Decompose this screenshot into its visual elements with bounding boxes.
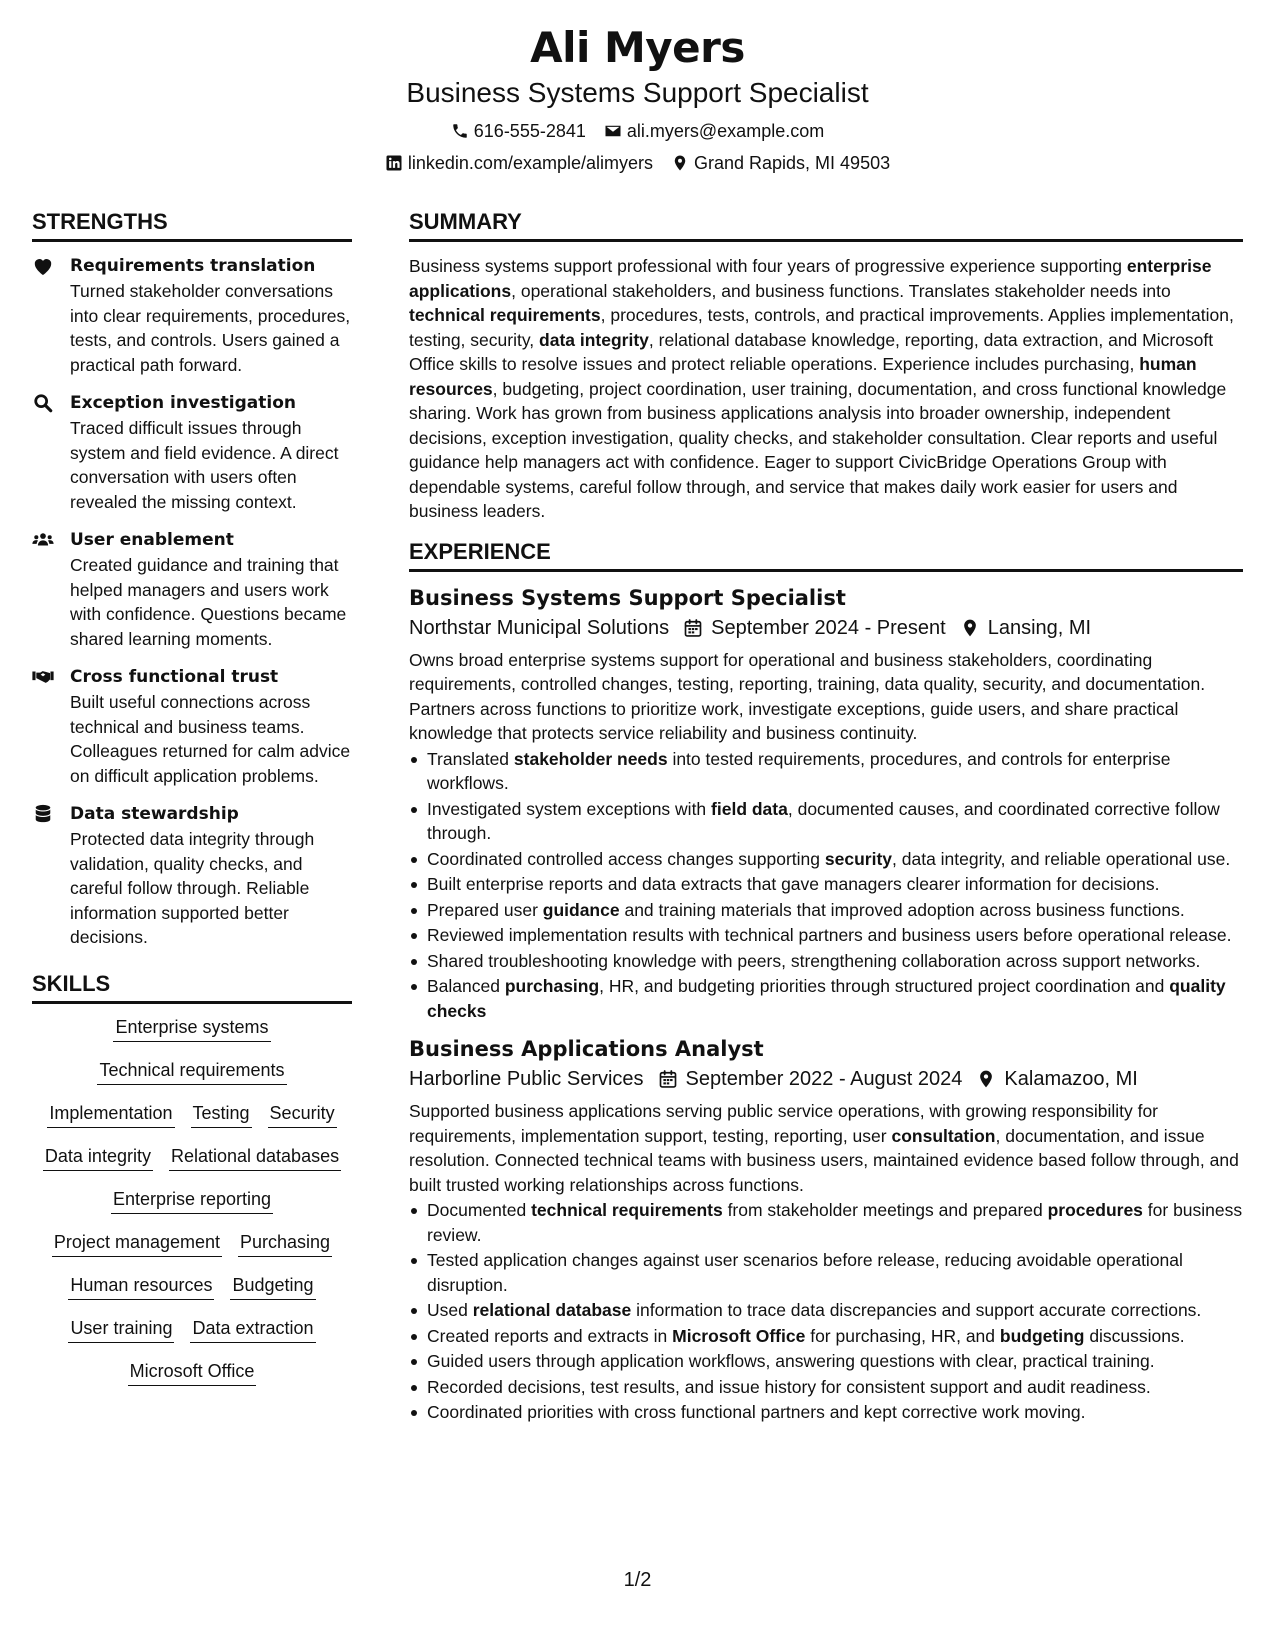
strength-description: Built useful connections across technical and business teams. Colleagues returned for calm advice on difficult application problems. xyxy=(70,692,351,786)
calendar-icon xyxy=(644,1069,686,1089)
strength-description: Protected data integrity through validation, quality checks, and careful follow through. Reliable information supported better decisions. xyxy=(70,829,315,947)
bold-keyword: enterprise applications xyxy=(409,256,1212,301)
text-run: Tested application changes against user scenarios before release, reducing avoidable operational disruption. xyxy=(427,1250,1183,1295)
skills-heading: SKILLS xyxy=(32,970,352,1004)
role-location: Kalamazoo, MI xyxy=(1004,1068,1138,1090)
map-pin-icon xyxy=(671,154,689,172)
resume-body xyxy=(32,208,1243,1425)
skill-row xyxy=(32,1016,352,1042)
search-icon xyxy=(32,391,70,514)
contact-location xyxy=(671,152,890,174)
contact-row-2 xyxy=(0,152,1275,174)
company-name: Harborline Public Services xyxy=(409,1068,644,1090)
bold-keyword: data integrity xyxy=(539,329,649,350)
bullet-item xyxy=(409,1400,1243,1425)
bullet-item xyxy=(409,747,1243,796)
role-title: Business Applications Analyst xyxy=(409,1037,764,1061)
bullet-item xyxy=(409,847,1243,872)
envelope-icon xyxy=(604,122,622,140)
map-pin-icon xyxy=(946,618,988,638)
heart-icon xyxy=(32,254,70,377)
text-run: Translated xyxy=(427,748,514,769)
handshake-icon xyxy=(32,665,70,788)
strength-description: Created guidance and training that helped managers and users work with confidence. Questions became shared learning moments. xyxy=(70,555,347,649)
contact-row-1 xyxy=(0,120,1275,142)
bold-keyword: quality checks xyxy=(427,976,1226,1021)
strengths-heading: STRENGTHS xyxy=(32,208,352,242)
strength-description: Turned stakeholder conversations into clear requirements, procedures, tests, and controls. Users gained a practical path forward. xyxy=(70,281,351,375)
skill-row xyxy=(32,1145,352,1171)
skill-tag: Data integrity xyxy=(43,1145,153,1171)
bold-keyword: budgeting xyxy=(999,1325,1085,1346)
text-run: , documented causes, and coordinated corrective follow through. xyxy=(427,798,1220,843)
summary-heading: SUMMARY xyxy=(409,208,1243,242)
role-meta xyxy=(409,1065,1243,1093)
bold-keyword: technical requirements xyxy=(531,1200,723,1220)
bold-keyword: security xyxy=(824,848,893,869)
text-run: , procedures, tests, controls, and practical improvements. Applies implementation, testing, security, xyxy=(409,305,1234,350)
bullet-item xyxy=(409,872,1243,897)
text-run: Coordinated priorities with cross functional partners and kept corrective work moving. xyxy=(427,1402,1086,1422)
text-run: Prepared user xyxy=(427,899,543,920)
experience-role xyxy=(409,1035,1243,1425)
strength-title: Requirements translation xyxy=(70,256,316,276)
text-run: Balanced xyxy=(427,976,505,996)
bullet-item xyxy=(409,797,1243,846)
role-location: Lansing, MI xyxy=(987,616,1092,639)
strength-title: User enablement xyxy=(70,530,234,550)
bullet-item xyxy=(409,949,1243,974)
text-run: Reviewed implementation results with technical partners and business users before operational release. xyxy=(427,925,1232,945)
linkedin-icon xyxy=(385,154,403,172)
role-dates: September 2024 - Present xyxy=(711,616,946,639)
phone-icon xyxy=(451,122,469,140)
text-run: Shared troubleshooting knowledge with peers, strengthening collaboration across support networks. xyxy=(427,950,1201,971)
right-column xyxy=(409,208,1243,1425)
skills-list xyxy=(32,1016,352,1386)
skills-section xyxy=(32,970,352,1386)
bullet-item xyxy=(409,1198,1243,1247)
text-run: Coordinated controlled access changes supporting xyxy=(427,848,825,869)
skill-tag: Human resources xyxy=(68,1274,214,1300)
skill-row xyxy=(32,1059,352,1085)
bold-keyword: technical requirements xyxy=(409,305,601,325)
skill-tag: Security xyxy=(268,1102,337,1128)
strength-item xyxy=(32,665,352,788)
strength-title: Data stewardship xyxy=(70,804,239,824)
text-run: , relational database knowledge, reporting, data extraction, and Microsoft Office skills to resolve issues and protect reliable operations. Experience includes purchasing, xyxy=(409,329,1214,374)
bold-keyword: stakeholder needs xyxy=(513,748,668,769)
experience-heading: EXPERIENCE xyxy=(409,538,1243,572)
left-column xyxy=(32,208,352,1425)
skill-tag: User training xyxy=(68,1317,174,1343)
skill-tag: Enterprise reporting xyxy=(111,1188,273,1214)
bold-keyword: field data xyxy=(711,798,788,819)
experience-section xyxy=(409,538,1243,1425)
skill-tag: Purchasing xyxy=(238,1231,332,1257)
text-run: Recorded decisions, test results, and issue history for consistent support and audit readiness. xyxy=(427,1376,1151,1397)
text-run: discussions. xyxy=(1084,1325,1185,1346)
skill-row xyxy=(32,1360,352,1386)
strength-title: Exception investigation xyxy=(70,393,296,413)
bullet-item xyxy=(409,1248,1243,1297)
map-pin-icon xyxy=(962,1069,1004,1089)
summary-section xyxy=(409,208,1243,524)
text-run: Built enterprise reports and data extracts that gave managers clearer information for decisions. xyxy=(427,874,1160,894)
role-description xyxy=(409,1099,1243,1197)
role-bullets xyxy=(409,1198,1243,1425)
summary-text xyxy=(409,254,1243,524)
candidate-name: Ali Myers xyxy=(530,23,745,72)
strength-item xyxy=(32,391,352,514)
text-run: and training materials that improved adoption across business functions. xyxy=(619,899,1185,920)
skill-row xyxy=(32,1231,352,1257)
bullet-item xyxy=(409,1349,1243,1374)
skill-tag: Budgeting xyxy=(230,1274,315,1300)
users-icon xyxy=(32,528,70,651)
text-run: for purchasing, HR, and xyxy=(805,1325,1000,1346)
skill-tag: Microsoft Office xyxy=(128,1360,257,1386)
bold-keyword: relational database xyxy=(472,1300,632,1320)
text-run: , budgeting, project coordination, user training, documentation, and cross functional knowledge sharing. Work has grown from business applications analysis into broader ownership, independent decisions, exception investigation, quality checks, and stakeholder consultation. Clear reports and useful guidance help managers act with confidence. Eager to support CivicBridge Operations Group with dependable systems, careful follow through, and service that makes daily work easier for users and business leaders. xyxy=(409,378,1227,521)
text-run: information to trace data discrepancies and support accurate corrections. xyxy=(631,1300,1202,1320)
text-run: Created reports and extracts in xyxy=(427,1325,673,1346)
bullet-item xyxy=(409,1375,1243,1400)
text-run: , documentation, and issue resolution. Connected technical teams with business users, maintained evidence based follow through, and built trusted working relationships across functions. xyxy=(409,1125,1239,1195)
text-run: , operational stakeholders, and business functions. Translates stakeholder needs into xyxy=(511,280,1171,301)
text-run: from stakeholder meetings and prepared xyxy=(722,1200,1048,1220)
resume-header xyxy=(0,0,1275,174)
skill-tag: Enterprise systems xyxy=(113,1016,270,1042)
database-icon xyxy=(32,802,70,950)
role-description xyxy=(409,648,1243,746)
role-dates: September 2022 - August 2024 xyxy=(685,1068,963,1090)
text-run: Documented xyxy=(427,1200,532,1220)
strength-item xyxy=(32,528,352,651)
bold-keyword: Microsoft Office xyxy=(672,1325,806,1346)
role-meta xyxy=(409,614,1243,642)
role-bullets xyxy=(409,747,1243,1024)
location-text: Grand Rapids, MI 49503 xyxy=(693,153,891,173)
bold-keyword: guidance xyxy=(542,899,620,920)
text-run: Investigated system exceptions with xyxy=(427,798,712,819)
calendar-icon xyxy=(669,618,711,638)
text-run: Owns broad enterprise systems support for operational and business stakeholders, coordinating requirements, controlled changes, testing, reporting, training, data quality, security, and documentation. Partners across functions to prioritize work, investigate exceptions, guide users, and share practical knowledge that protects service reliability and business continuity. xyxy=(409,649,1206,743)
bold-keyword: procedures xyxy=(1047,1200,1143,1220)
experience-role xyxy=(409,584,1243,1024)
contact-phone xyxy=(451,120,586,142)
role-title: Business Systems Support Specialist xyxy=(409,585,846,610)
bullet-item xyxy=(409,1324,1243,1349)
strengths-section xyxy=(32,208,352,950)
page-number: 1/2 xyxy=(623,1569,652,1591)
strength-title: Cross functional trust xyxy=(70,667,279,687)
skill-tag: Project management xyxy=(52,1231,222,1257)
bold-keyword: purchasing xyxy=(504,976,600,996)
strength-description: Traced difficult issues through system and field evidence. A direct conversation with users often revealed the missing context. xyxy=(70,418,339,512)
bullet-item xyxy=(409,974,1243,1023)
text-run: Used xyxy=(427,1300,473,1320)
skill-row xyxy=(32,1102,352,1128)
phone-number: 616-555-2841 xyxy=(473,121,586,141)
company-name: Northstar Municipal Solutions xyxy=(409,616,670,639)
bullet-item xyxy=(409,923,1243,948)
bold-keyword: consultation xyxy=(891,1125,996,1146)
skill-tag: Data extraction xyxy=(190,1317,315,1343)
contact-email[interactable] xyxy=(604,120,824,142)
bullet-item xyxy=(409,898,1243,923)
text-run: Supported business applications serving public service operations, with growing responsibility for requirements, implementation support, testing, reporting, user xyxy=(409,1101,1159,1146)
text-run: into tested requirements, procedures, and controls for enterprise workflows. xyxy=(427,748,1171,793)
skill-tag: Testing xyxy=(191,1102,252,1128)
candidate-title: Business Systems Support Specialist xyxy=(406,77,869,108)
text-run: , data integrity, and reliable operational use. xyxy=(892,848,1231,869)
skill-row xyxy=(32,1317,352,1343)
skill-tag: Relational databases xyxy=(169,1145,341,1171)
strength-item xyxy=(32,254,352,377)
email-link[interactable]: ali.myers@example.com xyxy=(626,121,825,141)
skill-tag: Implementation xyxy=(47,1102,174,1128)
bold-keyword: human resources xyxy=(409,354,1197,399)
skill-tag: Technical requirements xyxy=(97,1059,286,1085)
contact-linkedin[interactable] xyxy=(385,152,653,174)
skill-row xyxy=(32,1274,352,1300)
text-run: for business review. xyxy=(427,1200,1243,1245)
bullet-item xyxy=(409,1298,1243,1323)
text-run: , HR, and budgeting priorities through structured project coordination and xyxy=(599,976,1170,996)
text-run: Guided users through application workflows, answering questions with clear, practical training. xyxy=(427,1351,1155,1371)
strength-item xyxy=(32,802,352,950)
linkedin-link[interactable]: linkedin.com/example/alimyers xyxy=(407,153,653,173)
skill-row xyxy=(32,1188,352,1214)
text-run: Business systems support professional with four years of progressive experience supporting xyxy=(409,256,1127,276)
